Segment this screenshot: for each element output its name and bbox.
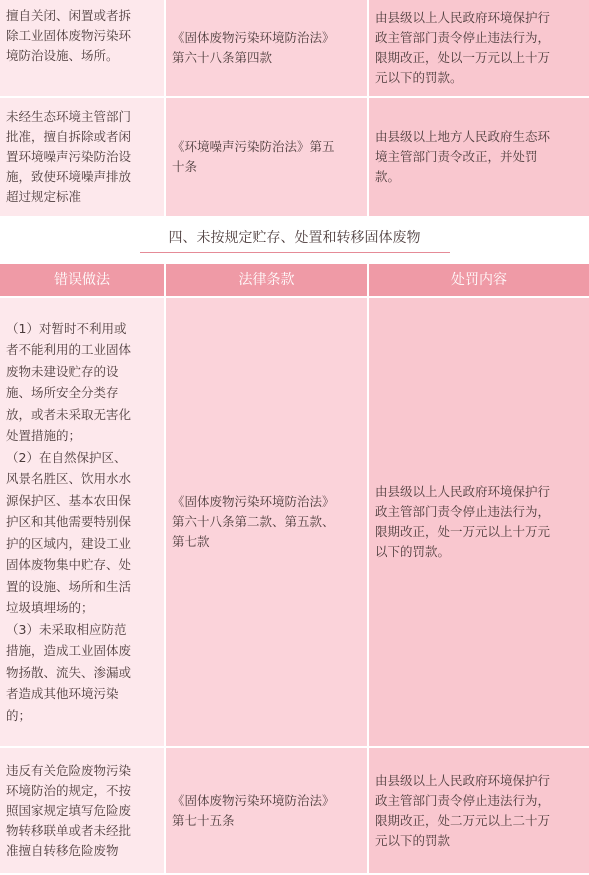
table-row bbox=[0, 298, 589, 748]
penalty-cell: 由县级以上人民政府环境保护行 政主管部门责令停止违法行为， 限期改正，处二万元以上二十万 元以下的罚款 bbox=[369, 748, 589, 875]
header-mistake: 错误做法 bbox=[0, 264, 166, 298]
bottom-table bbox=[0, 264, 589, 875]
top-table bbox=[0, 0, 589, 218]
penalty-cell: 由县级以上地方人民政府生态环 境主管部门责令改正，并处罚 款。 bbox=[369, 98, 589, 218]
header-row bbox=[0, 264, 589, 298]
law-cell: 《固体废物污染环境防治法》 第七十五条 bbox=[166, 748, 369, 875]
header-penalty: 处罚内容 bbox=[369, 264, 589, 298]
table-row bbox=[0, 98, 589, 218]
mistake-cell: 擅自关闭、闲置或者拆 除工业固体废物污染环 境防治设施、场所。 bbox=[0, 0, 166, 98]
table-row bbox=[0, 0, 589, 98]
mistake-cell: （1）对暂时不利用或 者不能利用的工业固体 废物未建设贮存的设 施、场所安全分类存 放，或者未采取无害化 处置措施的； （2）在自然保护区、 风景名胜区、饮用水水 源保护区、基本农田保 护区和其他需要特别保 护的区域内，建设工业 固体废物集中贮存、处 置的设施、场所和生活 垃圾填埋场的； （3）未采取相应防范 措施，造成工业固体废 物扬散、流失、渗漏或 者造成其他环境污染 的； bbox=[0, 298, 166, 748]
section-underline bbox=[140, 252, 450, 253]
penalty-cell: 由县级以上人民政府环境保护行 政主管部门责令停止违法行为， 限期改正，处一万元以上十万元 以下的罚款。 bbox=[369, 298, 589, 748]
law-cell: 《环境噪声污染防治法》第五 十条 bbox=[166, 98, 369, 218]
penalty-cell: 由县级以上人民政府环境保护行 政主管部门责令停止违法行为， 限期改正，处以一万元以上十万 元以下的罚款。 bbox=[369, 0, 589, 98]
law-cell: 《固体废物污染环境防治法》 第六十八条第四款 bbox=[166, 0, 369, 98]
section-title: 四、未按规定贮存、处置和转移固体废物 bbox=[168, 230, 421, 246]
law-cell: 《固体废物污染环境防治法》 第六十八条第二款、第五款、 第七款 bbox=[166, 298, 369, 748]
header-law: 法律条款 bbox=[166, 264, 369, 298]
table-row bbox=[0, 748, 589, 875]
mistake-cell: 未经生态环境主管部门 批准，擅自拆除或者闲 置环境噪声污染防治设 施，致使环境噪声排放 超过规定标准 bbox=[0, 98, 166, 218]
mistake-cell: 违反有关危险废物污染 环境防治的规定，不按 照国家规定填写危险废 物转移联单或者未经批 准擅自转移危险废物 bbox=[0, 748, 166, 875]
